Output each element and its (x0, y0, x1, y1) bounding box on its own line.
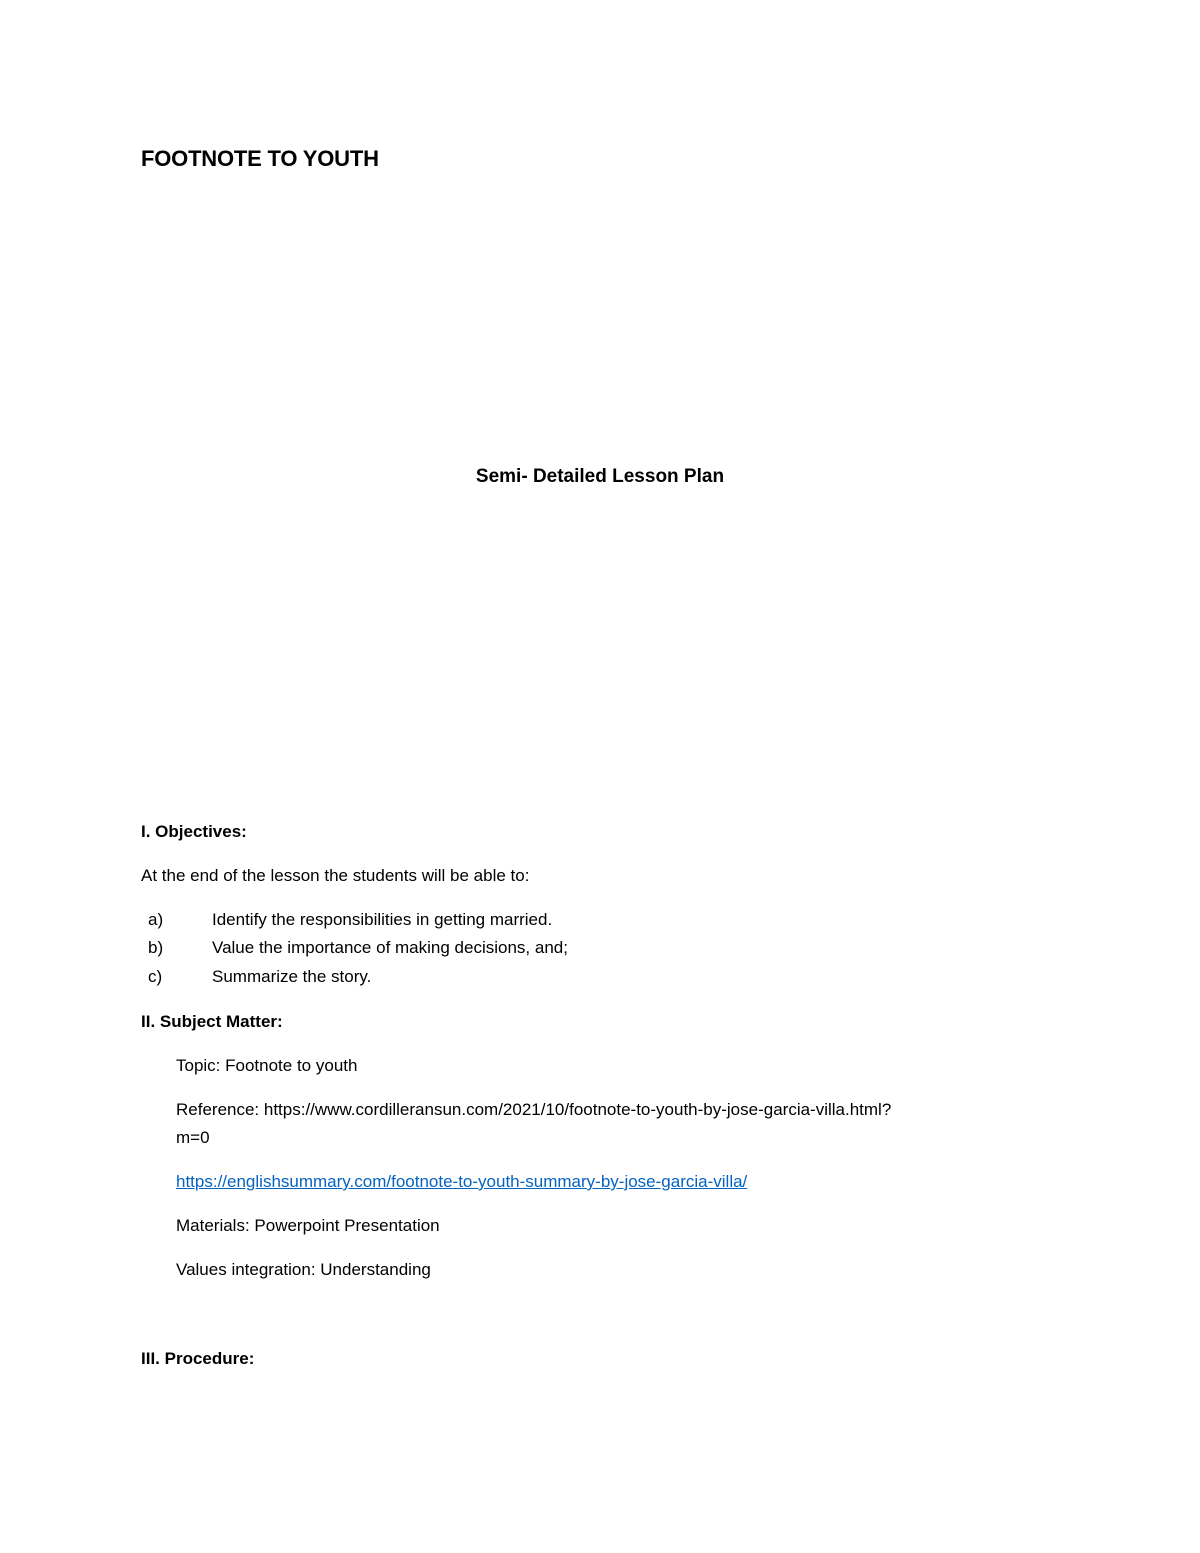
objectives-intro: At the end of the lesson the students will be able to: (141, 866, 530, 885)
objectives-heading: I. Objectives: (141, 822, 247, 841)
list-item: Summarize the story. (212, 967, 372, 986)
list-marker: a) (148, 910, 164, 929)
materials-line: Materials: Powerpoint Presentation (176, 1216, 440, 1235)
reference-link[interactable]: https://englishsummary.com/footnote-to-youth-summary-by-jose-garcia-villa/ (176, 1172, 748, 1191)
reference-line-continued: m=0 (176, 1128, 210, 1147)
list-item: Value the importance of making decisions, and; (212, 938, 568, 957)
procedure-heading: III. Procedure: (141, 1349, 255, 1368)
lesson-plan-title: Semi- Detailed Lesson Plan (475, 466, 725, 487)
document-title: FOOTNOTE TO YOUTH (141, 146, 379, 171)
values-integration-line: Values integration: Understanding (176, 1260, 431, 1279)
list-marker: c) (148, 967, 163, 986)
subject-matter-heading: II. Subject Matter: (141, 1012, 283, 1031)
list-item: Identify the responsibilities in getting married. (212, 910, 553, 929)
list-marker: b) (148, 938, 164, 957)
topic-line: Topic: Footnote to youth (176, 1056, 358, 1075)
reference-line: Reference: https://www.cordilleransun.com/2021/10/footnote-to-youth-by-jose-garcia-villa.html? (176, 1100, 892, 1119)
